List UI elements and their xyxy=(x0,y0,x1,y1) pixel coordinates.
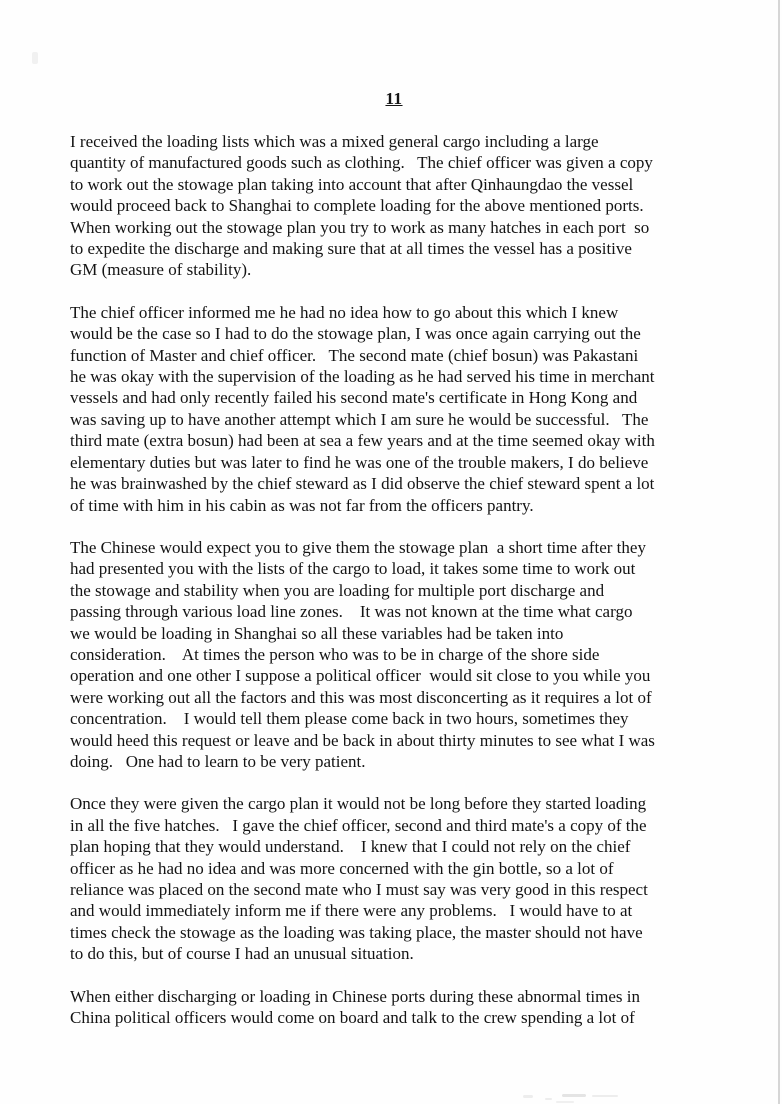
text-line: operation and one other I suppose a political officer would sit close to you while you xyxy=(70,666,651,686)
scan-artifact xyxy=(592,1095,618,1097)
text-line: plan hoping that they would understand. I knew that I could not rely on the chief xyxy=(70,837,631,857)
text-line: quantity of manufactured goods such as clothing. The chief officer was given a copy xyxy=(70,153,653,173)
scan-edge-artifact xyxy=(778,0,780,1104)
text-line: reliance was placed on the second mate who I must say was very good in this respect xyxy=(70,880,648,899)
scan-artifact xyxy=(545,1098,552,1100)
text-line: in all the five hatches. I gave the chief officer, second and third mate's a copy of the xyxy=(70,815,647,835)
paragraph-4 xyxy=(70,793,718,964)
paragraph-3 xyxy=(70,537,718,772)
page-number: 11 xyxy=(385,89,403,108)
text-line: we would be loading in Shanghai so all these variables had be taken into xyxy=(70,623,564,643)
text-line: consideration. At times the person who was to be in charge of the shore side xyxy=(70,644,600,664)
text-line: had presented you with the lists of the cargo to load, it takes some time to work out xyxy=(70,559,636,579)
text-line: of time with him in his cabin as was not far from the officers pantry. xyxy=(70,495,534,515)
text-line: When working out the stowage plan you try to work as many hatches in each port so xyxy=(70,217,650,237)
scan-artifact xyxy=(523,1095,533,1098)
text-line: doing. One had to learn to be very patient. xyxy=(70,751,366,771)
text-line: vessels and had only recently failed his second mate's certificate in Hong Kong and xyxy=(70,388,638,408)
scan-artifact xyxy=(562,1094,586,1097)
scan-artifact xyxy=(32,52,38,64)
paragraph-5 xyxy=(70,986,718,1029)
text-line: When either discharging or loading in Chinese ports during these abnormal times in xyxy=(70,986,641,1006)
text-line: he was brainwashed by the chief steward as I did observe the chief steward spent a lot xyxy=(70,474,655,494)
text-line: to do this, but of course I had an unusual situation. xyxy=(70,944,414,964)
text-line: times check the stowage as the loading was taking place, the master should not have xyxy=(70,922,643,942)
text-line: GM (measure of stability). xyxy=(70,260,252,280)
text-line: third mate (extra bosun) had been at sea a few years and at the time seemed okay with xyxy=(70,431,655,451)
text-line: The chief officer informed me he had no idea how to go about this which I knew xyxy=(70,302,619,322)
page-content xyxy=(70,88,718,1049)
paragraph-2 xyxy=(70,302,718,516)
text-line: would be the case so I had to do the stowage plan, I was once again carrying out the xyxy=(70,324,641,344)
text-line: he was okay with the supervision of the loading as he had served his time in merchant xyxy=(70,367,655,387)
text-line: I received the loading lists which was a mixed general cargo including a large xyxy=(70,132,599,151)
text-line: officer as he had no idea and was more concerned with the gin bottle, so a lot of xyxy=(70,858,614,878)
text-line: elementary duties but was later to find he was one of the trouble makers, I do believe xyxy=(70,452,649,472)
text-line: was saving up to have another attempt which I am sure he would be successful. The xyxy=(70,409,649,429)
scan-artifact xyxy=(556,1101,574,1103)
text-line: concentration. I would tell them please come back in two hours, sometimes they xyxy=(70,709,629,729)
text-line: The Chinese would expect you to give them the stowage plan a short time after they xyxy=(70,537,646,557)
text-line: and would immediately inform me if there were any problems. I would have to at xyxy=(70,901,633,921)
text-line: Once they were given the cargo plan it would not be long before they started loading xyxy=(70,794,647,814)
text-line: were working out all the factors and this was most disconcerting as it requires a lot of xyxy=(70,687,652,707)
text-line: passing through various load line zones. It was not known at the time what cargo xyxy=(70,602,633,622)
paragraph-1 xyxy=(70,131,718,281)
text-line: the stowage and stability when you are loading for multiple port discharge and xyxy=(70,580,605,600)
text-line: to expedite the discharge and making sure that at all times the vessel has a positive xyxy=(70,239,632,259)
text-line: function of Master and chief officer. The second mate (chief bosun) was Pakastani xyxy=(70,345,639,365)
text-line: China political officers would come on board and talk to the crew spending a lot of xyxy=(70,1008,635,1028)
text-line: would proceed back to Shanghai to complete loading for the above mentioned ports. xyxy=(70,196,644,216)
text-line: would heed this request or leave and be back in about thirty minutes to see what I was xyxy=(70,730,655,750)
text-line: to work out the stowage plan taking into account that after Qinhaungdao the vessel xyxy=(70,174,634,194)
